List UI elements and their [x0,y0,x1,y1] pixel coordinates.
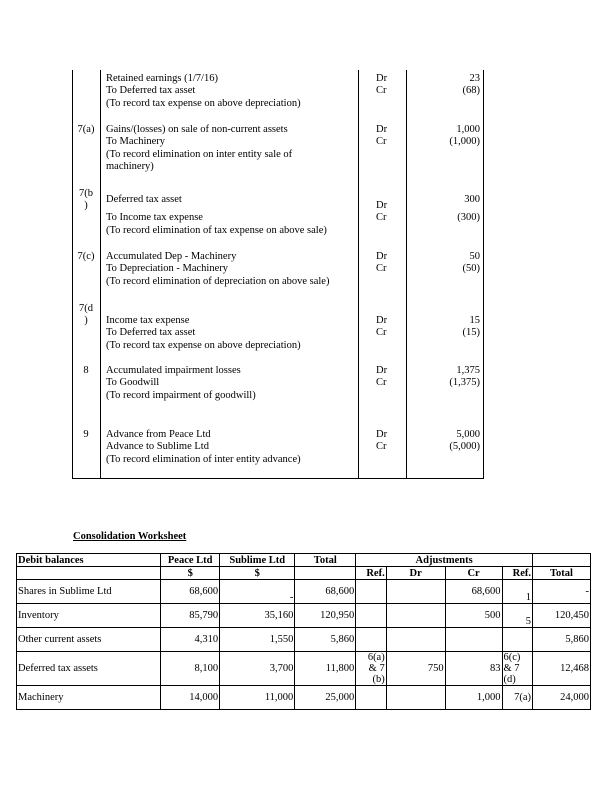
entry-dr: Dr [376,429,388,440]
cell-cr [445,604,502,628]
header-debit-balances: Debit balances [17,554,161,567]
entry-line: (To record elimination of depreciation on above sale) [106,276,330,287]
cell-cr [445,628,502,652]
entry-line: Deferred tax asset [106,194,182,205]
cell-final [533,652,591,686]
journal-border-bottom [72,478,484,479]
entry-amount-cr: (5,000) [449,441,480,452]
journal-divider-desc [358,70,359,478]
cell-sublime [220,652,295,686]
worksheet-table [16,553,591,710]
journal-divider-drcr [406,70,407,478]
entry-dr: Dr [376,251,388,262]
cell-dr [386,652,445,686]
entry-line: Accumulated Dep - Machinery [106,251,237,262]
entry-cr: Cr [376,327,387,338]
cell-total-value: 5,860 [330,634,355,645]
row-label: Deferred tax assets [17,652,161,686]
journal-table [72,70,484,478]
cell-final-value: 24,000 [560,692,589,703]
cell-ref2: 7(a) [502,686,533,710]
subheader-dr: Dr [386,567,445,580]
entry-ref: 9 [83,429,89,440]
cell-total [295,628,356,652]
entry-line: Accumulated impairment losses [106,365,241,376]
entry-amount-dr: 1,375 [456,365,480,376]
row-label: Inventory [17,604,161,628]
entry-amount-dr: 300 [464,194,480,205]
entry-amount-cr: (300) [457,212,480,223]
cell-peace: 68,600 [161,580,220,604]
subheader-blank [295,567,356,580]
entry-line: To Deferred tax asset [106,85,196,96]
cell-peace: 85,790 [161,604,220,628]
header-total: Total [295,554,356,567]
entry-line: Advance from Peace Ltd [106,429,211,440]
table-row [17,604,591,628]
entry-ref: ) [84,315,88,326]
worksheet-title: Consolidation Worksheet [73,531,187,542]
entry-dr: Dr [376,73,388,84]
worksheet [16,553,591,710]
cell-sublime: - [220,580,295,604]
cell-ref2 [502,628,533,652]
entry-ref: 7(a) [77,124,95,135]
entry-line: Advance to Sublime Ltd [106,441,209,452]
entry-ref: ) [84,200,88,211]
cell-sublime [220,604,295,628]
entry-cr: Cr [376,377,387,388]
cell-total [295,580,356,604]
cell-ref [356,580,386,604]
entry-amount-dr: 23 [469,73,480,84]
cell-cr-value: 1,000 [476,692,501,703]
cell-final [533,628,591,652]
cell-final: 120,450 [533,604,591,628]
entry-line: Retained earnings (1/7/16) [106,73,218,84]
worksheet-header-row [17,554,591,567]
subheader-currency: $ [161,567,220,580]
entry-cr: Cr [376,85,387,96]
entry-amount-dr: 15 [469,315,480,326]
cell-total [295,686,356,710]
cell-ref [356,686,386,710]
cell-total-value: 25,000 [325,692,355,703]
cell-peace: 8,100 [161,652,220,686]
entry-line: (To record tax expense on above depreciation) [106,98,301,109]
subheader-blank [17,567,161,580]
cell-cr-value: 83 [490,663,501,674]
entry-amount-cr: (50) [462,263,480,274]
entry-cr: Cr [376,441,387,452]
cell-final: - [533,580,591,604]
subheader-currency: $ [220,567,295,580]
entry-amount-cr: (1,000) [449,136,480,147]
cell-ref2 [502,652,533,686]
entry-cr: Cr [376,136,387,147]
header-sublime: Sublime Ltd [220,554,295,567]
cell-ref [356,604,386,628]
cell-ref [356,652,386,686]
cell-dr [386,580,445,604]
entry-amount-dr: 50 [469,251,480,262]
cell-sublime [220,686,295,710]
entry-amount-cr: (68) [462,85,480,96]
subheader-total: Total [533,567,591,580]
entry-line: (To record elimination of tax expense on above sale) [106,225,327,236]
cell-ref-value: 6(a) & 7(b) [367,652,385,685]
cell-cr [445,652,502,686]
cell-sublime-value: 35,160 [264,610,294,621]
entry-line: (To record tax expense on above depreciation) [106,340,301,351]
entry-line: (To record impairment of goodwill) [106,390,256,401]
table-row [17,628,591,652]
cell-total-value: 11,800 [325,663,355,674]
table-row [17,652,591,686]
cell-final-value: 5,860 [565,634,589,645]
entry-ref: 8 [83,365,89,376]
cell-sublime-value: 11,000 [264,692,294,703]
entry-dr: Dr [376,200,388,211]
entry-ref: 7(b [79,188,93,199]
entry-line: Income tax expense [106,315,190,326]
cell-total-value: 68,600 [325,586,355,597]
subheader-ref: Ref. [356,567,386,580]
entry-dr: Dr [376,315,388,326]
cell-cr-value: 68,600 [471,586,501,597]
cell-dr [386,628,445,652]
journal-border-right [483,70,484,478]
entry-line: (To record elimination of inter entity advance) [106,454,301,465]
cell-sublime-value: 1,550 [269,634,294,645]
entry-dr: Dr [376,124,388,135]
entry-ref: 7(d [79,303,93,314]
entry-line: To Machinery [106,136,166,147]
entry-amount-dr: 1,000 [456,124,480,135]
cell-ref2: 5 [502,604,533,628]
cell-sublime [220,628,295,652]
entry-line: To Income tax expense [106,212,203,223]
entry-amount-dr: 5,000 [456,429,480,440]
cell-ref2: 1 [502,580,533,604]
cell-cr [445,686,502,710]
row-label: Machinery [17,686,161,710]
cell-sublime-value: 3,700 [269,663,294,674]
header-adjustments: Adjustments [356,554,533,567]
entry-line: (To record elimination on inter entity sale of [106,149,293,160]
cell-final-value: 12,468 [560,663,589,674]
table-row [17,686,591,710]
header-blank [533,554,591,567]
cell-ref [356,628,386,652]
subheader-ref2: Ref. [502,567,533,580]
journal-divider-ref [100,70,101,478]
worksheet-subheader-row [17,567,591,580]
subheader-cr: Cr [445,567,502,580]
table-row [17,580,591,604]
cell-total [295,652,356,686]
entry-line: To Deferred tax asset [106,327,196,338]
cell-dr-value: 750 [427,663,444,674]
entry-line: machinery) [106,161,154,172]
cell-cr [445,580,502,604]
entry-cr: Cr [376,263,387,274]
cell-total: 120,950 [295,604,356,628]
row-label: Other current assets [17,628,161,652]
header-peace: Peace Ltd [161,554,220,567]
cell-peace: 4,310 [161,628,220,652]
row-label: Shares in Sublime Ltd [17,580,161,604]
cell-peace: 14,000 [161,686,220,710]
entry-line: To Goodwill [106,377,160,388]
entry-cr: Cr [376,212,387,223]
entry-line: To Depreciation - Machinery [106,263,229,274]
cell-final [533,686,591,710]
cell-dr [386,604,445,628]
entry-dr: Dr [376,365,388,376]
cell-dr [386,686,445,710]
entry-line: Gains/(losses) on sale of non-current assets [106,124,288,135]
cell-ref2-value: 6(c) & 7(d) [503,652,521,685]
entry-ref: 7(c) [77,251,95,262]
cell-cr-value: 500 [484,610,501,621]
entry-amount-cr: (1,375) [449,377,480,388]
entry-amount-cr: (15) [462,327,480,338]
